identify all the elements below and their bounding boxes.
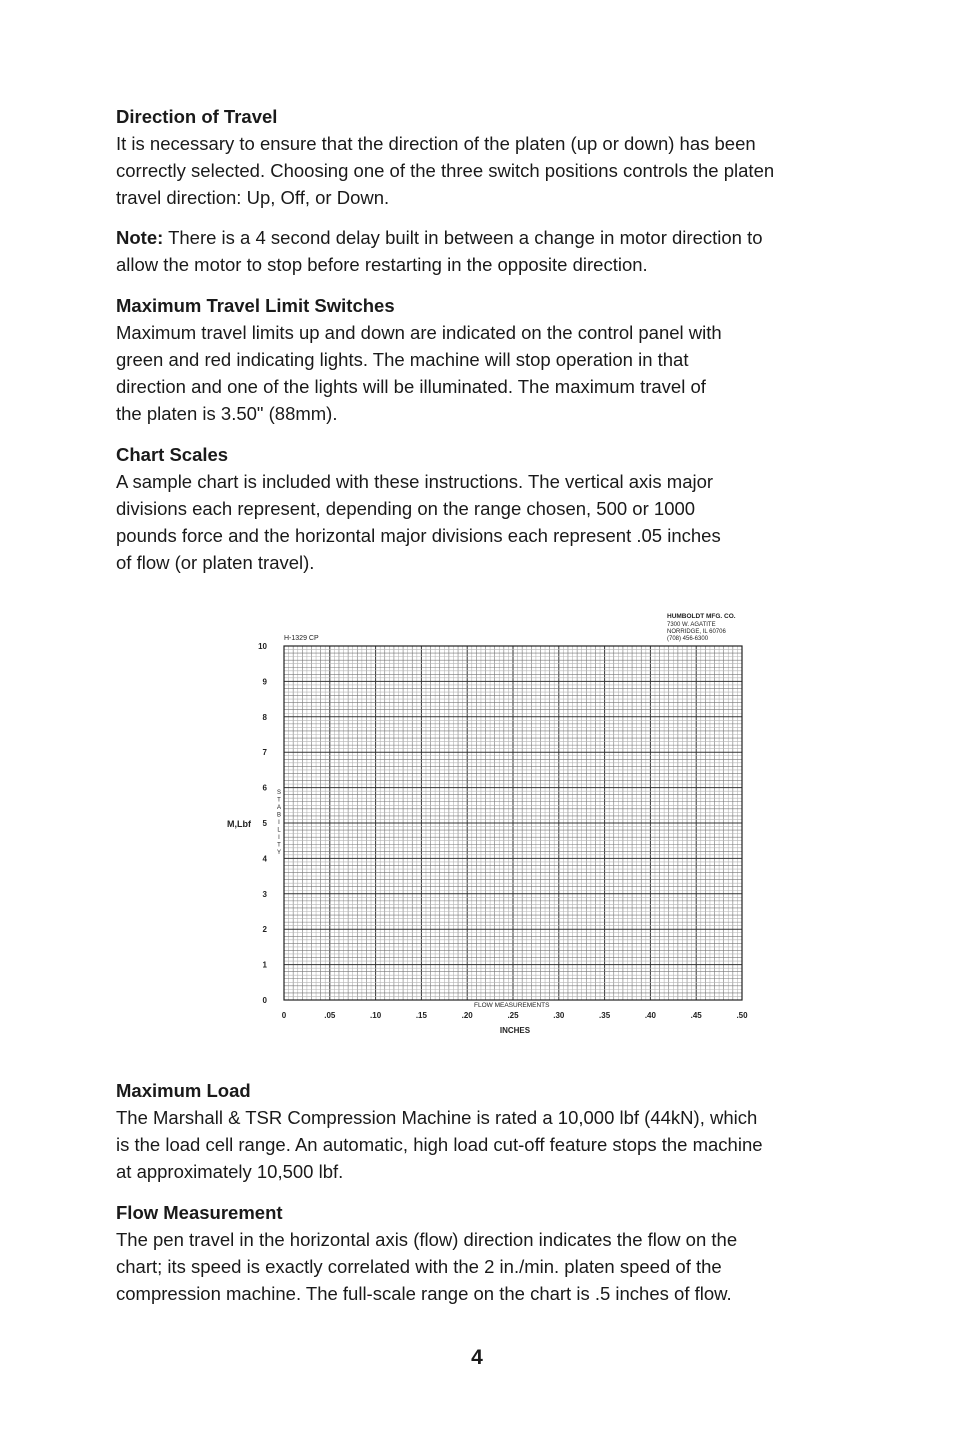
y-tick-label: 9 xyxy=(262,677,267,687)
x-tick-label: .20 xyxy=(461,1011,473,1020)
y-tick-label: 10 xyxy=(258,642,267,651)
chart-company-phone: (708) 456-6300 xyxy=(667,636,709,642)
chart-labels xyxy=(227,613,736,1035)
note-text: There is a 4 second delay built in between a change in motor direction to allow the motor to stop before restarting in the opposite direction. xyxy=(116,227,763,275)
stability-letter: I xyxy=(278,835,280,841)
maximum-load-heading: Maximum Load xyxy=(116,1080,251,1101)
chart-scales-heading: Chart Scales xyxy=(116,444,229,465)
x-tick-label: .40 xyxy=(644,1011,656,1020)
chart-grid xyxy=(284,646,742,1000)
y-tick-label: 5 xyxy=(262,819,267,828)
stability-letter: A xyxy=(276,805,282,811)
stability-letter: T xyxy=(277,842,281,849)
x-tick-label: .10 xyxy=(370,1011,382,1020)
x-tick-label: .45 xyxy=(690,1011,702,1020)
x-tick-label: .50 xyxy=(736,1011,748,1020)
y-tick-label: 8 xyxy=(262,712,267,722)
maximum-load-text: The Marshall & TSR Compression Machine is rated a 10,000 lbf (44kN), which is the load cell range. An automatic, high load cut-off feature stops the machine at approximately 10,500 lbf. xyxy=(116,1107,763,1182)
y-tick-label: 0 xyxy=(262,996,267,1005)
stability-letter: I xyxy=(278,820,280,826)
x-tick-label: 0 xyxy=(281,1011,287,1020)
stability-letter: L xyxy=(277,827,281,834)
limit-switches-text: Maximum travel limits up and down are indicated on the control panel with green and red indicating lights. The machine will stop operation in that direction and one of the lights will be illuminated. The maximum travel of the platen is 3.50" (88mm). xyxy=(116,322,722,424)
flow-measurement-heading: Flow Measurement xyxy=(116,1202,283,1223)
stability-letter: S xyxy=(276,790,282,796)
chart-company-city: NORRIDGE, IL 60706 xyxy=(667,629,726,635)
x-tick-label: .35 xyxy=(599,1011,611,1020)
chart-tick-labels xyxy=(258,642,748,1020)
y-tick-label: 4 xyxy=(262,854,267,864)
chart-x-axis-label: INCHES xyxy=(499,1026,531,1035)
chart-x-caption: FLOW MEASUREMENTS xyxy=(474,1002,550,1009)
y-tick-label: 3 xyxy=(262,889,267,899)
chart-scales-text: A sample chart is included with these instructions. The vertical axis major divisions each represent, depending on the range chosen, 500 or 1000 pounds force and the horizontal major divisions each represent .05 inches of flow (or platen travel). xyxy=(116,471,721,573)
y-tick-label: 6 xyxy=(262,783,267,793)
x-tick-label: .15 xyxy=(415,1011,427,1020)
stability-letter: B xyxy=(276,812,282,819)
stability-letter: Y xyxy=(276,850,282,856)
y-tick-label: 1 xyxy=(262,960,267,970)
y-tick-label: 2 xyxy=(262,925,267,935)
chart-frame xyxy=(284,646,742,1000)
chart-form-id: H-1329 CP xyxy=(284,635,319,642)
note-paragraph xyxy=(116,224,876,278)
chart-company-name: HUMBOLDT MFG. CO. xyxy=(667,613,736,620)
note-label: Note: xyxy=(116,227,164,248)
stability-letter: T xyxy=(277,797,281,804)
y-tick-label: 7 xyxy=(262,748,267,758)
x-tick-label: .25 xyxy=(507,1011,519,1020)
limit-switches-heading: Maximum Travel Limit Switches xyxy=(116,295,395,316)
direction-of-travel-heading: Direction of Travel xyxy=(116,106,278,127)
direction-of-travel-text: It is necessary to ensure that the direction of the platen (up or down) has been correctly selected. Choosing one of the three switch positions controls the platen travel direction: Up, Off, or Down. xyxy=(116,133,775,208)
x-tick-label: .05 xyxy=(324,1011,336,1020)
flow-measurement-text: The pen travel in the horizontal axis (flow) direction indicates the flow on the chart; its speed is exactly correlated with the 2 in./min. platen speed of the compression machine. The full-scale range on the chart is .5 inches of flow. xyxy=(116,1229,738,1304)
x-tick-label: .30 xyxy=(553,1011,565,1020)
chart-company-street: 7300 W. AGATITE xyxy=(667,622,716,628)
chart-y-axis-label: M,Lbf xyxy=(227,819,251,829)
page-number: 4 xyxy=(471,1346,483,1369)
